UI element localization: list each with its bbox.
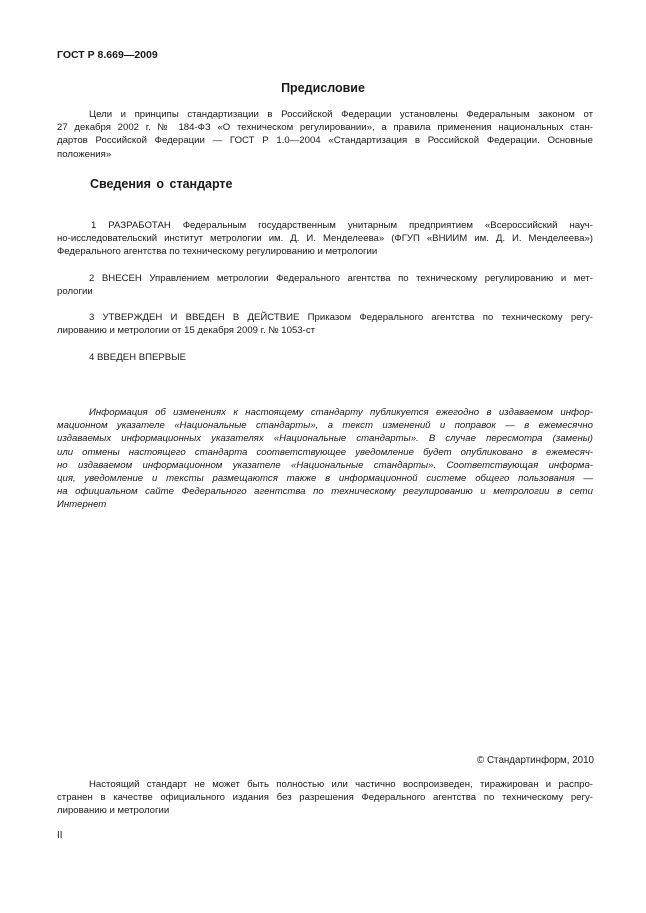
text-line: 3 УТВЕРЖДЕН И ВВЕДЕН В ДЕЙСТВИЕ Приказом Федерального агентства по техническому регу-: [89, 312, 593, 323]
text-line: лированию и метрологии от 15 декабря 2009 г. № 1053-ст: [57, 325, 316, 337]
text-line: или отмены настоящего стандарта соответствующее уведомление будет опубликовано в ежемесяч-: [57, 446, 593, 458]
text-line: 27 декабря 2002 г. № 184-ФЗ «О техническом регулировании», а правила применения национальных стан-: [57, 122, 593, 134]
text-line: мационном указателе «Национальные стандарты», а текст изменений и поправок — в ежемесячно: [57, 420, 593, 432]
text-line: рологии: [57, 286, 93, 298]
text-line: 2 ВНЕСЕН Управлением метрологии Федерального агентства по техническому регулированию и мет-: [89, 273, 593, 284]
standard-info-title: Сведения о стандарте: [90, 177, 233, 191]
page-number: II: [57, 830, 63, 841]
text-line: 4 ВВЕДЕН ВПЕРВЫЕ: [89, 352, 187, 363]
text-line: лированию и метрологии: [57, 805, 170, 817]
text-line: издаваемых информационных указателях «Национальные стандарты». В случае пересмотра (замены): [57, 433, 593, 445]
standard-code-header: ГОСТ Р 8.669—2009: [57, 49, 158, 61]
text-line: Интернет: [57, 499, 107, 511]
text-line: Настоящий стандарт не может быть полностью или частично воспроизведен, тиражирован и распро-: [89, 779, 593, 790]
text-line: на официальном сайте Федерального агентства по техническому регулированию и метрологии в сети: [57, 486, 593, 498]
item-1-developed: [57, 219, 593, 259]
copyright: © Стандартинформ, 2010: [477, 755, 594, 766]
item-2-submitted: [57, 272, 593, 298]
text-line: положения»: [57, 148, 112, 160]
text-line: дартов Российской Федерации — ГОСТ Р 1.0—2004 «Стандартизация в Российской Федерации. Основные: [57, 135, 593, 147]
preface-paragraph: [57, 108, 593, 161]
text-line: ция, уведомление и тексты размещаются также в информационной системе общего пользования —: [57, 473, 593, 485]
item-4-first-introduced: [57, 351, 593, 364]
text-line: но издаваемом информационном указателе «Национальные стандарты». Соответствующая информа-: [57, 459, 593, 471]
reproduction-notice: [57, 778, 593, 818]
text-line: Цели и принципы стандартизации в Российской Федерации установлены Федеральным законом от: [89, 109, 593, 120]
item-3-approved: [57, 311, 593, 337]
text-line: но-исследовательский институт метрологии им. Д. И. Менделеева» (ФГУП «ВНИИМ им. Д. И. Менделеева»): [57, 233, 593, 245]
text-line: странен в качестве официального издания без разрешения Федерального агентства по техническому регу-: [57, 792, 593, 804]
text-line: Информация об изменениях к настоящему стандарту публикуется ежегодно в издаваемом инфор-: [89, 407, 593, 418]
text-line: 1 РАЗРАБОТАН Федеральным государственным унитарным предприятием «Всероссийский науч-: [91, 220, 593, 231]
text-line: Федерального агентства по техническому регулированию и метрологии: [57, 246, 378, 258]
preface-title: Предисловие: [281, 81, 365, 95]
amendments-notice: [57, 406, 593, 512]
